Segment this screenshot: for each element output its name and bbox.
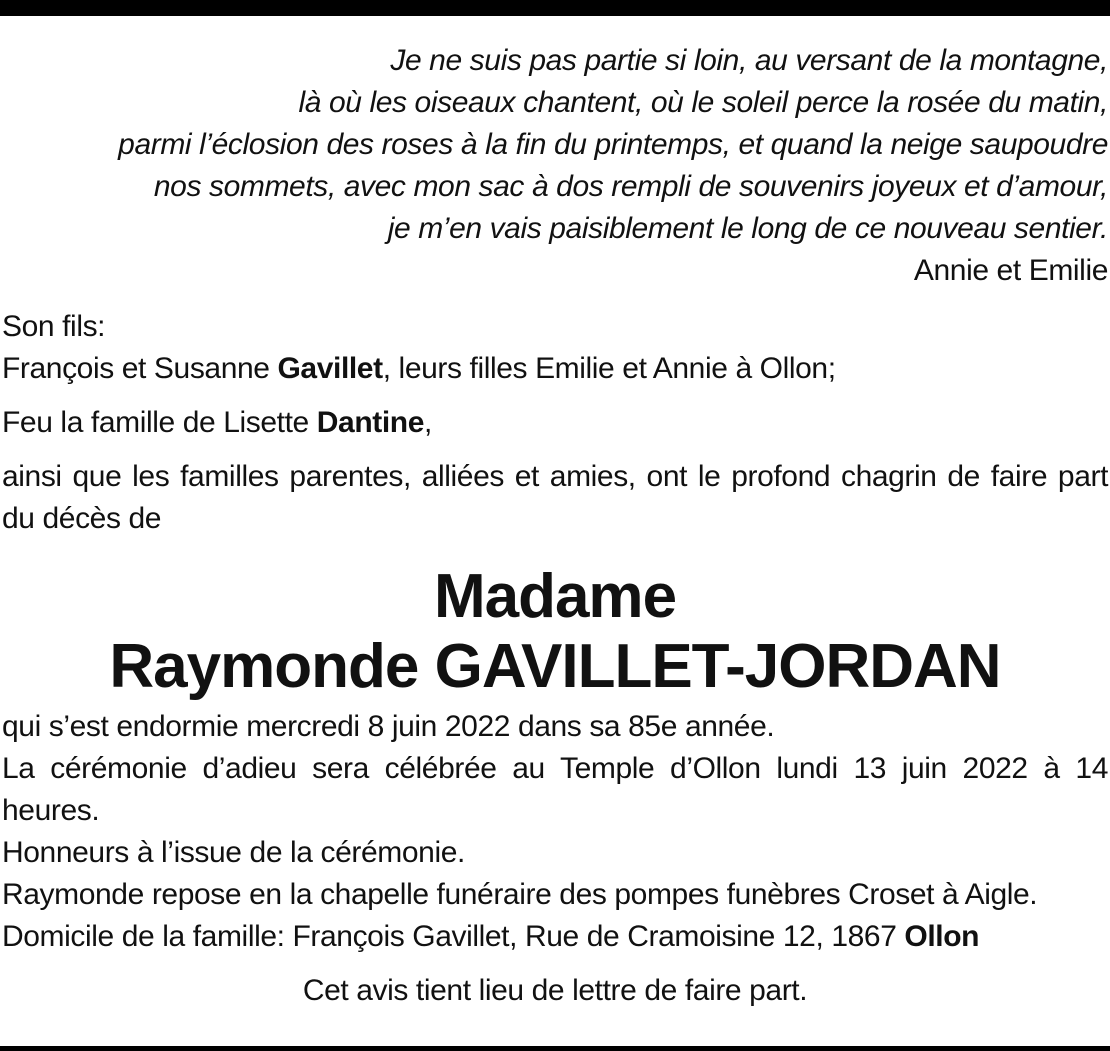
poem-line-3: parmi l’éclosion des roses à la fin du printemps, et quand la neige saupoudre — [118, 128, 1108, 161]
details-line-4: Raymonde repose en la chapelle funéraire des pompes funèbres Croset à Aigle. — [2, 878, 1038, 911]
son-line — [2, 348, 1110, 390]
son-line-rest: , leurs filles Emilie et Annie à Ollon; — [382, 352, 836, 385]
son-paragraph — [0, 306, 1110, 390]
late-family-surname: Dantine — [316, 406, 424, 439]
poem — [0, 40, 1110, 250]
announcement: ainsi que les familles parentes, alliées et amies, ont le profond chagrin de faire part du décès de — [2, 460, 1108, 535]
details-more — [0, 832, 1110, 958]
poem-signature: Annie et Emilie — [913, 254, 1108, 287]
late-family-comma: , — [424, 406, 432, 439]
poem-line-2: là où les oiseaux chantent, où le soleil perce la rosée du matin, — [298, 86, 1108, 119]
son-surname: Gavillet — [277, 352, 383, 385]
details-line-2: La cérémonie d’adieu sera célébrée au Temple d’Ollon lundi 13 juin 2022 à 14 heures. — [2, 752, 1108, 827]
late-family-line — [2, 402, 1110, 444]
domicile-text: Domicile de la famille: François Gavillet, Rue de Cramoisine 12, 1867 — [2, 920, 905, 953]
late-family-text: Feu la famille de Lisette — [2, 406, 317, 439]
details — [0, 706, 1110, 748]
obituary-notice — [0, 40, 1110, 1012]
poem-line-1: Je ne suis pas partie si loin, au versant de la montagne, — [390, 44, 1108, 77]
late-family-paragraph — [0, 402, 1110, 444]
poem-line-5: je m’en vais paisiblement le long de ce nouveau sentier. — [387, 212, 1108, 245]
details-line-5 — [2, 916, 1110, 958]
deceased-name: Raymonde GAVILLET-JORDAN — [109, 632, 1001, 701]
details-line-3: Honneurs à l’issue de la cérémonie. — [2, 836, 465, 869]
bottom-rule — [0, 1046, 1110, 1051]
footer-note: Cet avis tient lieu de lettre de faire part. — [302, 974, 808, 1007]
son-label: Son fils: — [2, 310, 106, 343]
details-line-1: qui s’est endormie mercredi 8 juin 2022 dans sa 85e année. — [2, 710, 775, 743]
top-rule — [0, 0, 1110, 16]
domicile-town: Ollon — [904, 920, 980, 953]
deceased-name-block — [0, 562, 1110, 702]
poem-line-4: nos sommets, avec mon sac à dos rempli de souvenirs joyeux et d’amour, — [153, 170, 1108, 203]
son-line-text: François et Susanne — [2, 352, 278, 385]
deceased-title: Madame — [433, 562, 677, 631]
